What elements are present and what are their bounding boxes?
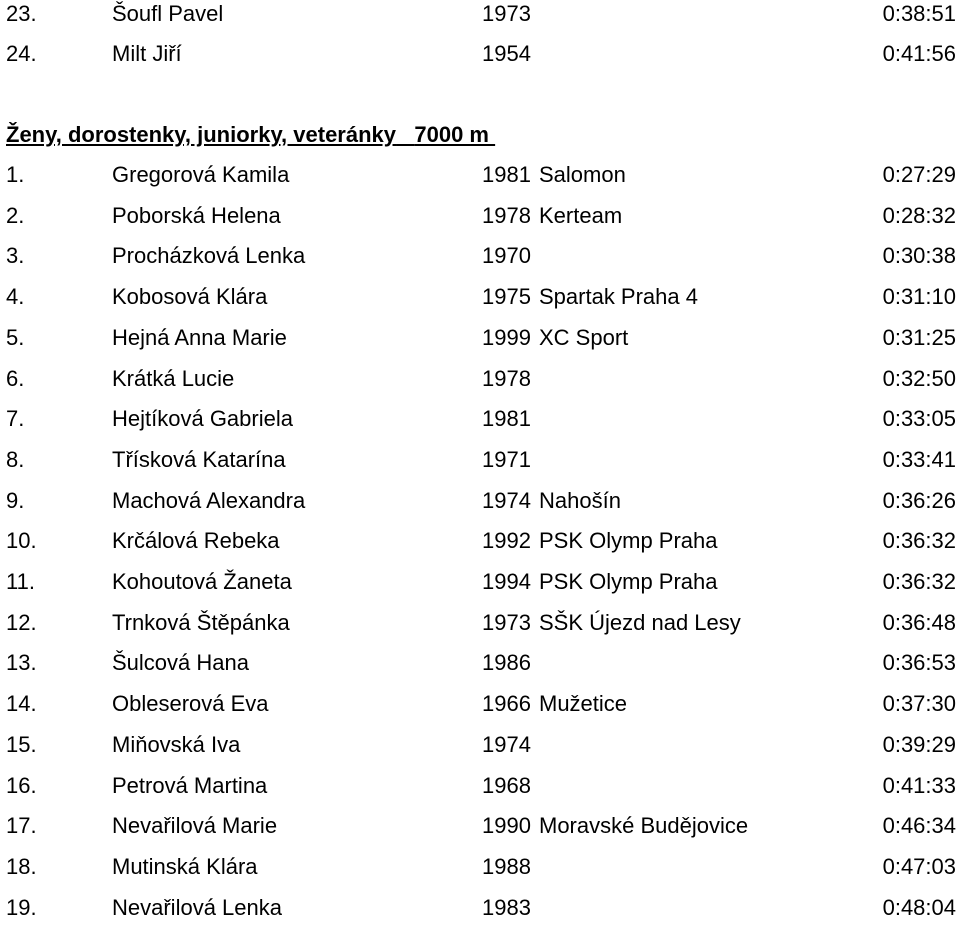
time-cell: 0:39:29 [882,731,956,757]
year-cell: 1975 [482,284,531,310]
time-cell: 0:47:03 [882,853,956,879]
name-cell: Obleserová Eva [112,691,269,717]
rank-cell: 12. [6,609,37,635]
year-cell: 1981 [482,406,531,432]
rank-cell: 6. [6,365,25,391]
rank-cell: 3. [6,243,25,269]
name-cell: Kohoutová Žaneta [112,569,292,594]
year-cell: 1990 [482,813,531,839]
table-row [0,565,960,599]
year-cell: 1988 [482,853,531,879]
table-row [0,606,960,640]
rank-cell: 14. [6,691,37,717]
table-row [0,362,960,396]
time-cell: 0:36:32 [882,528,956,554]
club-cell: PSK Olymp Praha [539,528,718,554]
club-cell: SŠK Újezd nad Lesy [539,609,741,635]
year-cell: 1978 [482,202,531,228]
table-row [0,769,960,803]
time-cell: 0:46:34 [882,813,956,839]
name-cell: Třísková Katarína [112,446,286,472]
time-cell: 0:33:05 [882,406,956,432]
name-cell: Milt Jiří [112,41,182,66]
name-cell: Hejtíková Gabriela [112,406,293,432]
time-cell: 0:41:33 [882,772,956,798]
rank-cell: 15. [6,731,37,757]
name-cell: Poborská Helena [112,202,281,228]
rank-cell: 13. [6,650,37,676]
rank-cell: 18. [6,853,37,879]
club-cell: XC Sport [539,324,629,350]
section-title: Ženy, dorostenky, juniorky, veteránky [6,122,397,147]
section-heading [6,118,495,152]
rank-cell: 11. [6,569,35,594]
year-cell: 1986 [482,650,531,676]
time-cell: 0:36:32 [882,569,956,594]
year-cell: 1966 [482,691,531,717]
club-cell: Nahošín [539,487,621,513]
time-cell: 0:36:53 [882,650,956,676]
time-cell: 0:38:51 [882,1,956,26]
name-cell: Nevařilová Marie [112,813,278,839]
time-cell: 0:32:50 [882,365,956,391]
table-row [0,809,960,843]
rank-cell: 24. [6,41,37,66]
table-row [0,687,960,721]
name-cell: Petrová Martina [112,772,268,798]
time-cell: 0:48:04 [882,894,956,920]
name-cell: Šulcová Hana [112,650,249,676]
club-cell: Mužetice [539,691,628,717]
time-cell: 0:28:32 [882,202,956,228]
time-cell: 0:41:56 [882,41,956,66]
table-row [0,402,960,436]
year-cell: 1999 [482,324,531,350]
table-row [0,891,960,925]
table-row [0,646,960,680]
section-distance: 7000 m [414,122,489,147]
year-cell: 1954 [482,41,531,66]
time-cell: 0:27:29 [882,162,956,187]
time-cell: 0:30:38 [882,243,956,269]
year-cell: 1994 [482,569,531,594]
name-cell: Krčálová Rebeka [112,528,280,554]
year-cell: 1974 [482,487,531,513]
name-cell: Procházková Lenka [112,243,306,269]
name-cell: Trnková Štěpánka [112,609,290,635]
year-cell: 1973 [482,1,531,26]
year-cell: 1992 [482,528,531,554]
year-cell: 1981 [482,162,531,187]
table-row [0,199,960,233]
year-cell: 1974 [482,731,531,757]
time-cell: 0:36:26 [882,487,956,513]
table-row [0,37,960,71]
name-cell: Machová Alexandra [112,487,306,513]
rank-cell: 4. [6,284,25,310]
year-cell: 1968 [482,772,531,798]
name-cell: Miňovská Iva [112,731,241,757]
club-cell: Spartak Praha 4 [539,284,698,310]
table-row [0,239,960,273]
club-cell: PSK Olymp Praha [539,569,718,594]
year-cell: 1971 [482,446,531,472]
rank-cell: 16. [6,772,37,798]
year-cell: 1970 [482,243,531,269]
time-cell: 0:31:10 [882,284,956,310]
table-row [0,0,960,31]
table-row [0,728,960,762]
rank-cell: 1. [6,162,25,187]
table-row [0,321,960,355]
name-cell: Kobosová Klára [112,284,268,310]
time-cell: 0:31:25 [882,324,956,350]
rank-cell: 23. [6,1,37,26]
name-cell: Mutinská Klára [112,853,258,879]
table-row [0,524,960,558]
table-row [0,280,960,314]
rank-cell: 8. [6,446,25,472]
table-row [0,158,960,192]
table-row [0,484,960,518]
club-cell: Moravské Budějovice [539,813,749,839]
time-cell: 0:33:41 [882,446,956,472]
name-cell: Krátká Lucie [112,365,235,391]
name-cell: Nevařilová Lenka [112,894,282,920]
name-cell: Gregorová Kamila [112,162,290,187]
rank-cell: 9. [6,487,25,513]
club-cell: Kerteam [539,202,623,228]
year-cell: 1973 [482,609,531,635]
name-cell: Šoufl Pavel [112,1,224,26]
time-cell: 0:37:30 [882,691,956,717]
rank-cell: 17. [6,813,37,839]
rank-cell: 5. [6,324,25,350]
time-cell: 0:36:48 [882,609,956,635]
rank-cell: 19. [6,894,37,920]
year-cell: 1978 [482,365,531,391]
rank-cell: 10. [6,528,37,554]
table-row [0,443,960,477]
name-cell: Hejná Anna Marie [112,324,287,350]
table-row [0,850,960,884]
rank-cell: 2. [6,202,25,228]
club-cell: Salomon [539,162,626,187]
year-cell: 1983 [482,894,531,920]
rank-cell: 7. [6,406,25,432]
